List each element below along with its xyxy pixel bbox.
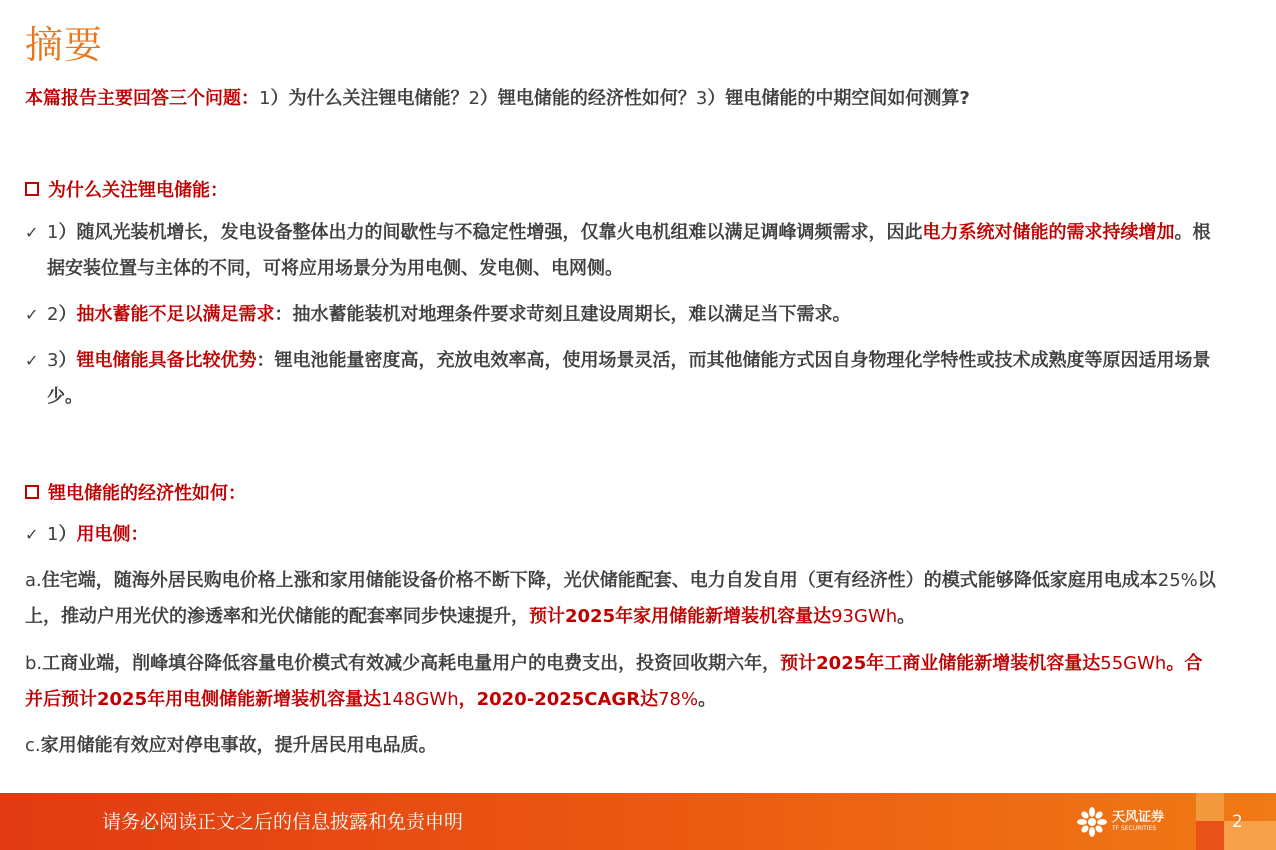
checkmark-icon: ✓ xyxy=(25,525,39,544)
paragraph-residential: a.住宅端，随海外居民购电价格上涨和家用储能设备价格不断下降，光伏储能配套、电力自发自用（更有经济性）的模式能够降低家庭用电成本25%以上，推动户用光伏的渗透率和光伏储能的配套率同步快速提升，预计2025年家用储能新增装机容量达93GWh。 xyxy=(25,570,1216,627)
section-heading-why: 为什么关注锂电储能： xyxy=(25,176,228,202)
square-bullet-icon xyxy=(25,485,39,499)
paragraph-household: c.家用储能有效应对停电事故，提升居民用电品质。 xyxy=(25,735,437,756)
decor-block xyxy=(1196,793,1224,821)
company-logo xyxy=(1076,806,1164,838)
logo-name-en: TF SECURITIES xyxy=(1112,825,1157,832)
list-item: ✓ 1）随风光装机增长，发电设备整体出力的间歇性与不稳定性增强，仅靠火电机组难以满足调峰调频需求，因此电力系统对储能的需求持续增加。根据安装位置与主体的不同，可将应用场景分为用电侧、发电侧、电网侧。 xyxy=(25,215,1225,287)
section-heading-economics: 锂电储能的经济性如何： xyxy=(25,479,246,505)
checkmark-icon: ✓ xyxy=(25,351,39,370)
page-number: 2 xyxy=(1232,812,1243,832)
list-item: ✓ 2）抽水蓄能不足以满足需求：抽水蓄能装机对地理条件要求苛刻且建设周期长，难以满足当下需求。 xyxy=(25,297,1225,333)
paragraph-commercial: b.工商业端，削峰填谷降低容量电价模式有效减少高耗电量用户的电费支出，投资回收期六年，预计2025年工商业储能新增装机容量达55GWh。合并后预计2025年用电侧储能新增装机容量达148GWh，2020-2025CAGR达78%。 xyxy=(25,653,1203,710)
flower-logo-icon xyxy=(1076,806,1108,838)
intro-line: 本篇报告主要回答三个问题：1）为什么关注锂电储能？2）锂电储能的经济性如何？3）锂电储能的中期空间如何测算? xyxy=(25,88,970,109)
page-title: 摘要 xyxy=(25,23,104,67)
checkmark-icon: ✓ xyxy=(25,305,39,324)
square-bullet-icon xyxy=(25,182,39,196)
intro-lead: 本篇报告主要回答三个问题： xyxy=(25,88,259,109)
checkmark-icon: ✓ xyxy=(25,223,39,242)
decor-block xyxy=(1196,821,1224,850)
footer-disclaimer: 请务必阅读正文之后的信息披露和免责申明 xyxy=(102,811,464,833)
list-item: ✓ 3）锂电储能具备比较优势：锂电池能量密度高，充放电效率高，使用场景灵活，而其他储能方式因自身物理化学特性或技术成熟度等原因适用场景少。 xyxy=(25,343,1225,415)
logo-name-cn: 天风证券 xyxy=(1112,810,1165,825)
list-item: ✓ 1）用电侧： xyxy=(25,517,1225,553)
footer-bar xyxy=(0,793,1276,850)
